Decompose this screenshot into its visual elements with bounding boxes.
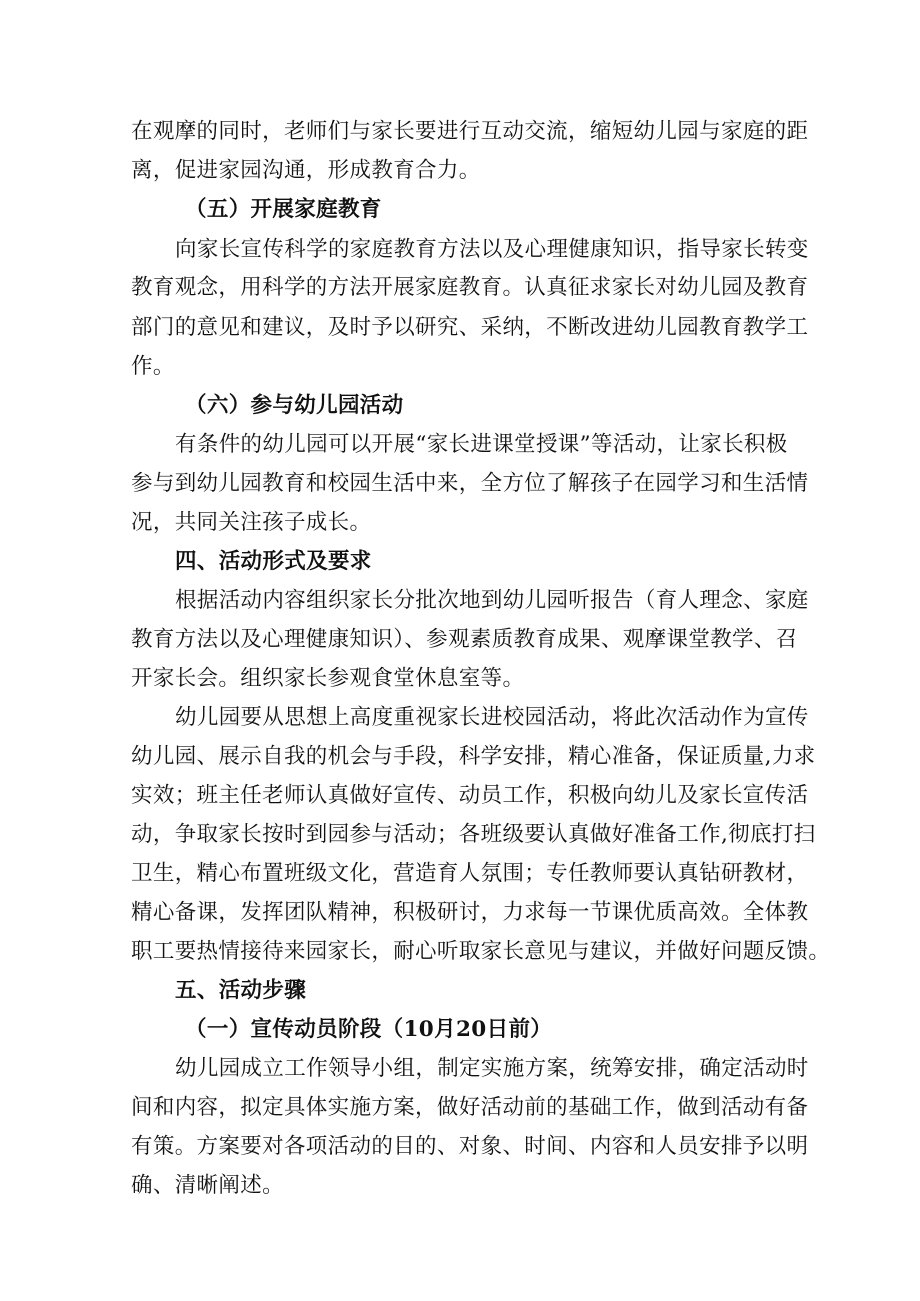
body-text-line: 离，促进家园沟通，形成教育合力。: [131, 158, 481, 183]
body-text-line: 在观摩的同时，老师们与家长要进行互动交流，缩短幼儿园与家庭的距: [131, 119, 809, 144]
body-text-line: 部门的意见和建议，及时予以研究、采纳，不断改进幼儿园教育教学工: [131, 315, 809, 340]
body-text-line: 精心备课，发挥团队精神，积极研讨，力求每一节课优质高效。全体教: [131, 900, 809, 925]
body-text-line: 幼儿园、展示自我的机会与手段，科学安排，精心准备，保证质量,力求: [131, 744, 816, 769]
section-heading-6: （六）参与幼儿园活动: [185, 393, 404, 418]
body-text-line: 有条件的幼儿园可以开展“家长进课堂授课”等活动，让家长积极: [175, 432, 788, 457]
body-text-line: 幼儿园要从思想上高度重视家长进校园活动，将此次活动作为宣传: [175, 705, 809, 730]
body-text-line: 向家长宣传科学的家庭教育方法以及心理健康知识，指导家长转变: [175, 237, 809, 262]
body-text-line: 有策。方案要对各项活动的目的、对象、时间、内容和人员安排予以明: [131, 1134, 809, 1159]
body-text-line: 根据活动内容组织家长分批次地到幼儿园听报告（育人理念、家庭: [175, 588, 809, 613]
body-text-line: 幼儿园成立工作领导小组，制定实施方案，统筹安排，确定活动时: [175, 1056, 809, 1081]
body-text-line: 实效；班主任老师认真做好宣传、动员工作，积极向幼儿及家长宣传活: [131, 783, 809, 808]
section-heading-five: 五、活动步骤: [175, 978, 307, 1003]
body-text-line: 教育观念，用科学的方法开展家庭教育。认真征求家长对幼儿园及教育: [131, 275, 809, 300]
body-text-line: 间和内容，拟定具体实施方案，做好活动前的基础工作，做到活动有备: [131, 1095, 809, 1120]
body-text-line: 作。: [131, 354, 175, 379]
body-text-line: 动，争取家长按时到园参与活动；各班级要认真做好准备工作,彻底打扫: [131, 822, 816, 847]
body-text-line: 况，共同关注孩子成长。: [131, 510, 372, 535]
body-text-line: 教育方法以及心理健康知识）、参观素质教育成果、观摩课堂教学、召: [131, 627, 798, 652]
body-text-line: 开家长会。组织家长参观食堂休息室等。: [131, 666, 525, 691]
section-heading-four: 四、活动形式及要求: [175, 549, 372, 574]
body-text-line: 确、清晰阐述。: [131, 1173, 284, 1198]
body-text-line: 卫生，精心布置班级文化，营造育人氛围；专任教师要认真钻研教材，: [131, 861, 809, 886]
body-text-line: 职工要热情接待来园家长，耐心听取家长意见与建议，并做好问题反馈。: [131, 939, 831, 964]
subsection-heading-1: （一）宣传动员阶段（10月20日前）: [185, 1017, 553, 1042]
section-heading-5: （五）开展家庭教育: [185, 197, 382, 222]
body-text-line: 参与到幼儿园教育和校园生活中来，全方位了解孩子在园学习和生活情: [131, 471, 809, 496]
